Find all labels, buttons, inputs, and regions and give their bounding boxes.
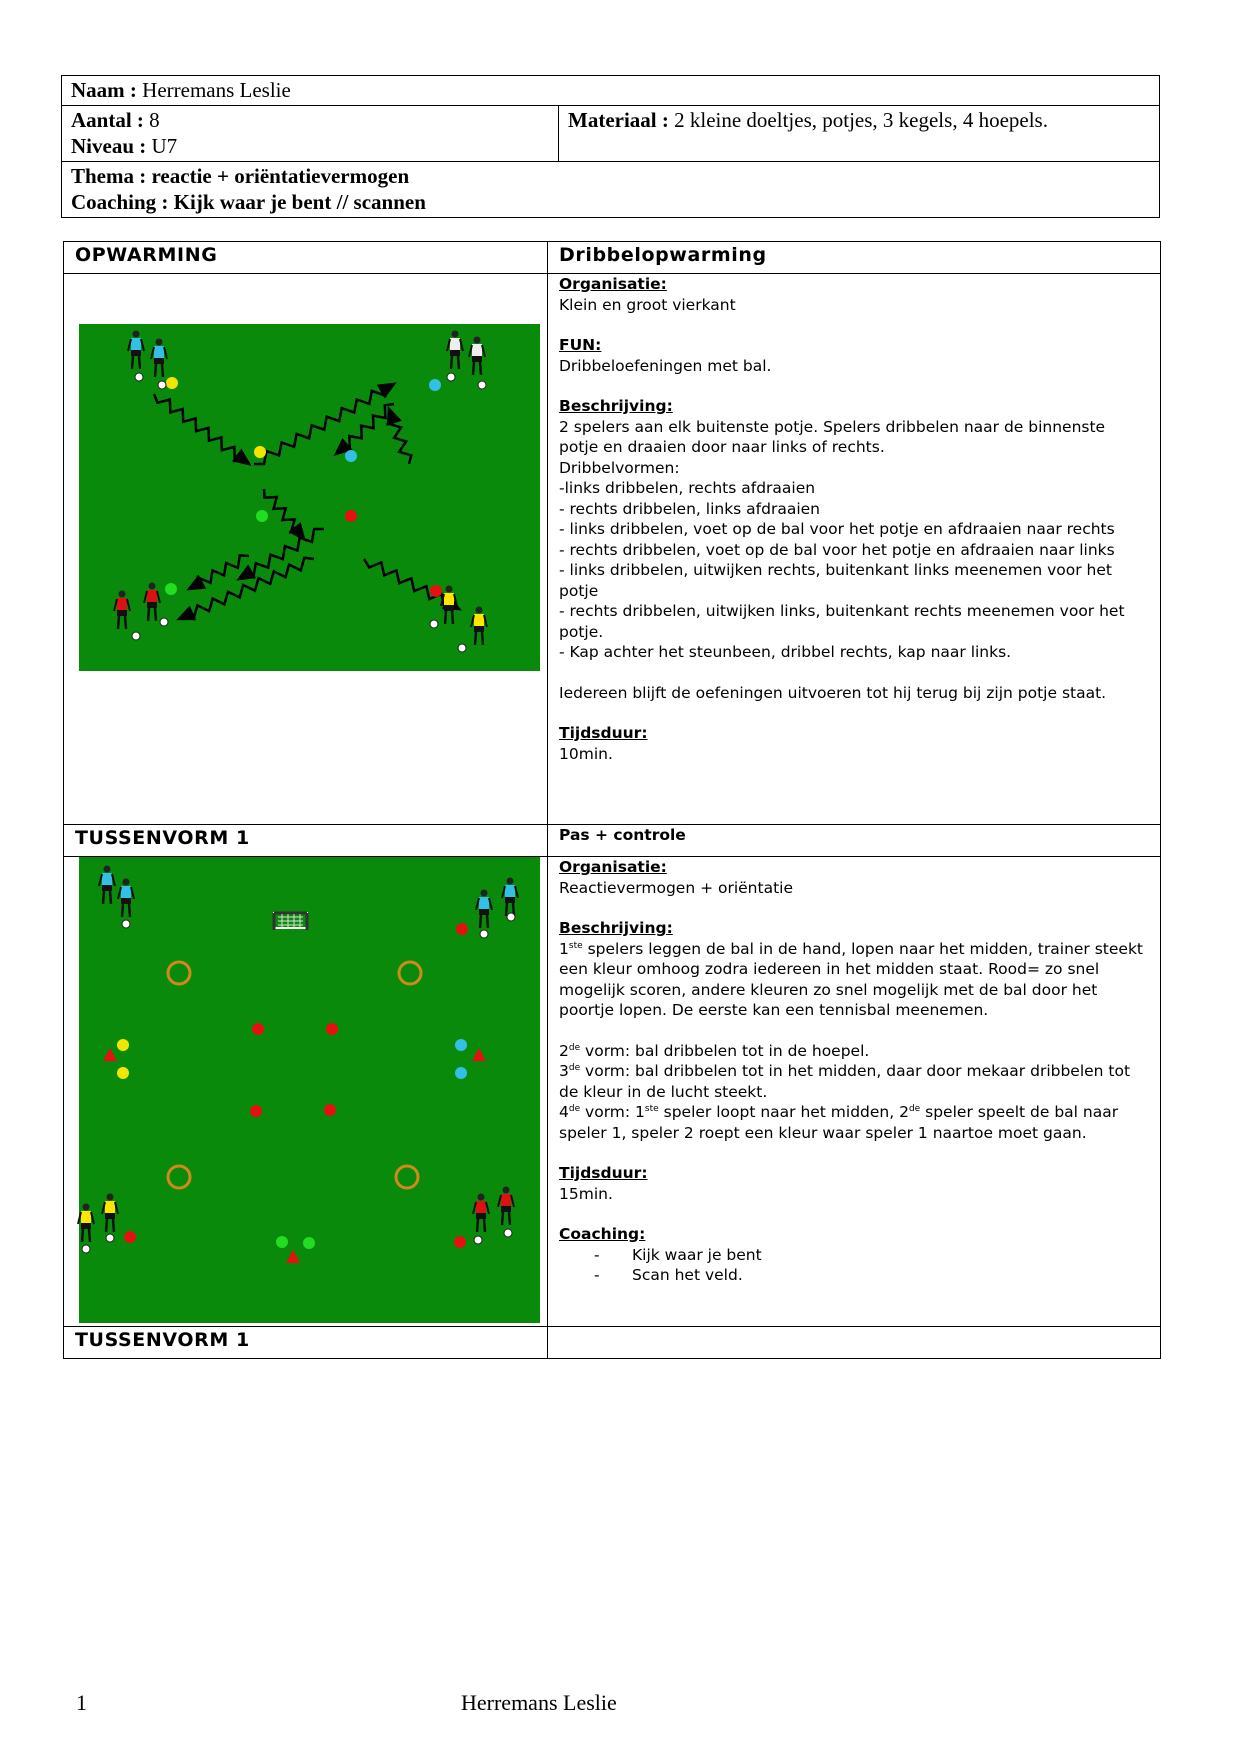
inter1-desc-label: Beschrijving: xyxy=(559,919,673,937)
materiaal-label: Materiaal : xyxy=(568,108,669,132)
cone-marker xyxy=(345,450,357,462)
warmup-desc-label: Beschrijving: xyxy=(559,397,673,415)
ball xyxy=(122,920,130,928)
warmup-desc-line: Dribbelvormen: xyxy=(559,458,680,477)
ball xyxy=(480,930,488,938)
cone-marker xyxy=(124,1231,136,1243)
ball xyxy=(132,632,140,640)
inter1-section-title: TUSSENVORM 1 xyxy=(64,825,548,857)
cone-marker xyxy=(345,510,357,522)
thema-text: Thema : reactie + oriëntatievermogen xyxy=(71,164,410,188)
cone-marker xyxy=(254,446,266,458)
coach-item: - Kijk waar je bent xyxy=(594,1245,762,1264)
cone-marker xyxy=(117,1039,129,1051)
cone-marker xyxy=(276,1236,288,1248)
cone-marker xyxy=(430,585,442,597)
warmup-diagram-cell xyxy=(64,274,548,825)
inter2-empty-cell xyxy=(548,1327,1161,1359)
cone-marker xyxy=(324,1104,336,1116)
aantal-niveau-cell xyxy=(62,106,559,162)
inter1-description xyxy=(548,857,1161,1327)
cone-marker xyxy=(454,1236,466,1248)
inter1-vorm-3: 3de vorm: bal dribbelen tot in het midden, daar door mekaar dribbelen tot de kleur in de lucht steekt. xyxy=(559,1062,1131,1101)
coach-item: - Scan het veld. xyxy=(594,1266,743,1284)
inter1-diagram-cell xyxy=(64,857,548,1327)
ball xyxy=(430,620,438,628)
header-table xyxy=(61,75,1160,218)
warmup-desc-line: - rechts dribbelen, uitwijken links, buitenkant rechts meenemen voor het potje. xyxy=(559,602,1125,641)
warmup-org-label: Organisatie: xyxy=(559,275,667,293)
niveau-label: Niveau : xyxy=(71,134,147,158)
warmup-time-label: Tijdsduur: xyxy=(559,724,648,742)
cone-marker xyxy=(455,1067,467,1079)
materiaal-cell xyxy=(559,106,1160,162)
warmup-section-title: OPWARMING xyxy=(64,242,548,274)
inter1-diagram xyxy=(64,857,548,1326)
warmup-desc-line: 2 spelers aan elk buitenste potje. Spelers dribbelen naar de binnenste potje en draaien door naar links of rechts. xyxy=(559,417,1106,456)
ball xyxy=(160,618,168,626)
cone-marker xyxy=(303,1237,315,1249)
thema-coaching-cell xyxy=(62,162,1160,218)
niveau-value: U7 xyxy=(151,134,178,158)
ball xyxy=(474,1236,482,1244)
warmup-fun-label: FUN: xyxy=(559,336,602,354)
cone-marker xyxy=(429,379,441,391)
inter1-exercise-title: Pas + controle xyxy=(548,825,1161,857)
inter1-org-label: Organisatie: xyxy=(559,858,667,876)
naam-value: Herremans Leslie xyxy=(142,78,291,102)
warmup-time-value: 10min. xyxy=(559,744,613,763)
materiaal-value: 2 kleine doeltjes, potjes, 3 kegels, 4 hoepels. xyxy=(674,108,1048,132)
cone-marker xyxy=(252,1023,264,1035)
cone-marker xyxy=(256,510,268,522)
cone-marker xyxy=(165,583,177,595)
ball xyxy=(135,373,143,381)
cone-marker xyxy=(455,1039,467,1051)
ball xyxy=(478,381,486,389)
inter1-time-value: 15min. xyxy=(559,1184,613,1203)
inter1-para-1: 1ste spelers leggen de bal in de hand, lopen naar het midden, trainer steekt een kleur omhoog zodra iedereen in het midden staat. Rood= zo snel mogelijk scoren, andere kleuren zo snel mogelijk met de bal door het poortje lopen. De eerste kan een tennisbal meenemen. xyxy=(559,939,1144,1019)
cone-marker xyxy=(166,377,178,389)
warmup-exercise-title: Dribbelopwarming xyxy=(548,242,1161,274)
warmup-diagram xyxy=(64,274,548,824)
ball xyxy=(507,913,515,921)
aantal-label: Aantal : xyxy=(71,108,144,132)
inter1-coach-label: Coaching: xyxy=(559,1225,646,1243)
warmup-desc-line: - Kap achter het steunbeen, dribbel rechts, kap naar links. xyxy=(559,643,1012,661)
ball xyxy=(158,381,166,389)
warmup-closing: Iedereen blijft de oefeningen uitvoeren tot hij terug bij zijn potje staat. xyxy=(559,683,1107,702)
inter1-org-text: Reactievermogen + oriëntatie xyxy=(559,878,793,897)
ball xyxy=(504,1229,512,1237)
cone-marker xyxy=(250,1105,262,1117)
ball xyxy=(447,373,455,381)
cone-marker xyxy=(456,923,468,935)
ball xyxy=(82,1245,90,1253)
coaching-text: Coaching : Kijk waar je bent // scannen xyxy=(71,190,426,214)
inter1-field xyxy=(79,857,540,1323)
naam-cell xyxy=(62,76,1160,106)
cone-marker xyxy=(326,1023,338,1035)
footer-author: Herremans Leslie xyxy=(461,1690,617,1715)
ball xyxy=(106,1234,114,1242)
warmup-desc-line: - rechts dribbelen, links afdraaien xyxy=(559,499,821,518)
warmup-desc-line: -links dribbelen, rechts afdraaien xyxy=(559,479,816,497)
inter1-vorm-4: 4de vorm: 1ste speler loopt naar het midden, 2de speler speelt de bal naar speler 1, speler 2 roept een kleur waar speler 1 naartoe moet gaan. xyxy=(559,1103,1119,1142)
warmup-fun-text: Dribbeloefeningen met bal. xyxy=(559,356,772,375)
warmup-description xyxy=(548,274,1161,825)
page-number: 1 xyxy=(76,1690,87,1715)
warmup-org-text: Klein en groot vierkant xyxy=(559,295,736,314)
ball xyxy=(458,644,466,652)
warmup-desc-line: - links dribbelen, uitwijken rechts, buitenkant links meenemen voor het potje xyxy=(559,561,1112,600)
warmup-desc-line: - rechts dribbelen, voet op de bal voor het potje en afdraaien naar links xyxy=(559,540,1115,559)
exercise-table xyxy=(63,241,1161,1359)
aantal-value: 8 xyxy=(149,108,160,132)
inter1-time-label: Tijdsduur: xyxy=(559,1164,648,1182)
naam-label: Naam : xyxy=(71,78,137,102)
cone-marker xyxy=(117,1067,129,1079)
inter1-vorm-2: 2de vorm: bal dribbelen tot in de hoepel. xyxy=(559,1041,870,1060)
warmup-desc-line: - links dribbelen, voet op de bal voor het potje en afdraaien naar rechts xyxy=(559,520,1115,538)
inter2-section-title: TUSSENVORM 1 xyxy=(64,1327,548,1359)
